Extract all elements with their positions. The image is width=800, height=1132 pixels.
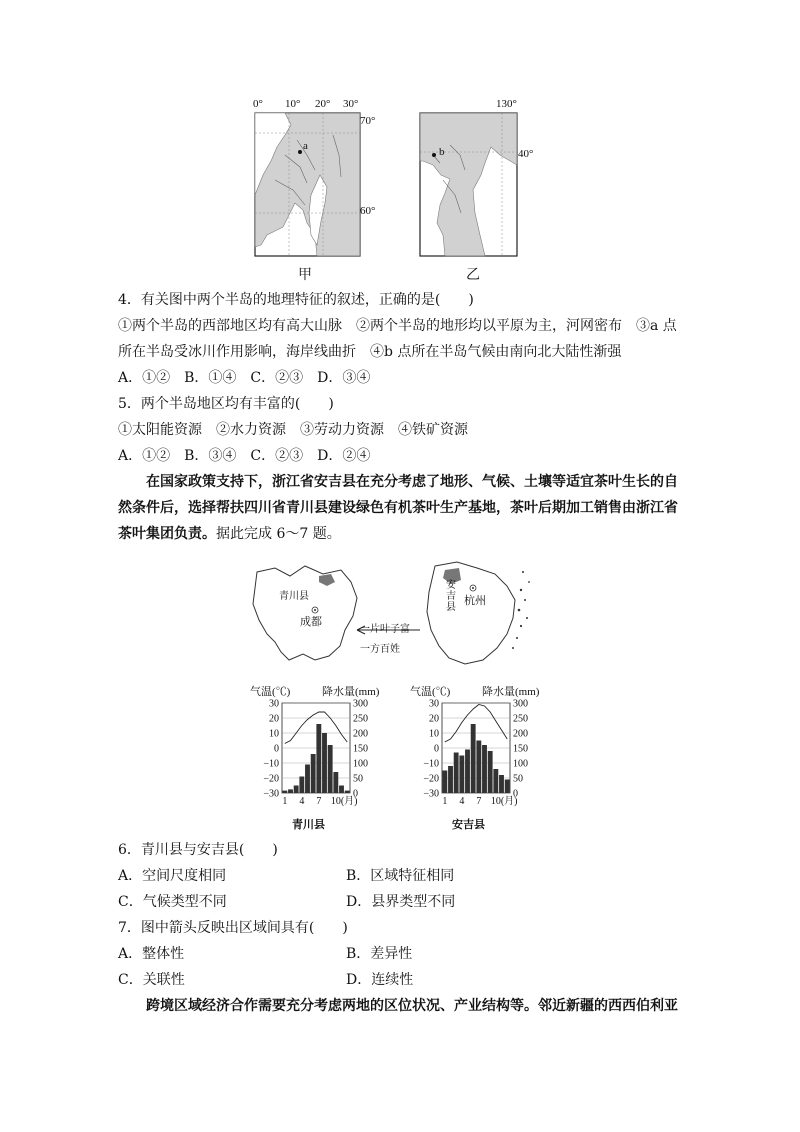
precip-bar — [339, 786, 344, 794]
passage1-line1: 在国家政策支持下，浙江省安吉县在充分考虑了地形、气候、土壤等适宜茶叶生长的自 — [146, 474, 678, 490]
q4-answers: A．①② B．①④ C．②③ D．③④ — [118, 370, 371, 386]
left-tick-label: 10 — [429, 728, 439, 740]
chart1-svg — [250, 697, 400, 817]
left-tick-label: −20 — [423, 773, 439, 785]
x-unit-label: (月) — [340, 796, 358, 807]
peninsula-maps-svg — [245, 95, 575, 280]
precip-bar — [471, 724, 476, 793]
jia-lat-70: 70° — [360, 115, 376, 127]
right-tick-label: 50 — [513, 773, 523, 785]
precip-bar — [299, 777, 304, 794]
jia-lon-20: 20° — [315, 98, 331, 110]
chart2-title: 安吉县 — [452, 819, 485, 831]
precip-bar — [454, 753, 459, 794]
yi-caption: 乙 — [466, 267, 480, 283]
left-tick-label: 20 — [269, 713, 279, 725]
right-tick-label: 200 — [513, 728, 528, 740]
precip-bar — [311, 754, 316, 793]
right-tick-label: 100 — [353, 758, 368, 770]
right-tick-label: 0 — [513, 788, 518, 800]
label-chengdu: 成都 — [300, 616, 322, 628]
precip-bar — [322, 733, 327, 793]
temperature-line — [285, 712, 347, 744]
precip-bar — [328, 745, 333, 793]
point-a-marker — [298, 150, 302, 154]
passage1-line3 — [118, 524, 341, 544]
label-hangzhou: 杭州 — [464, 595, 486, 607]
precip-bar — [282, 791, 287, 793]
right-tick-label: 200 — [353, 728, 368, 740]
yi-lat-40: 40° — [518, 148, 534, 160]
q7-stem: 7．图中箭头反映出区域间具有( ) — [118, 920, 348, 936]
left-tick-label: 0 — [434, 743, 439, 755]
x-tick-label: 1 — [282, 796, 288, 807]
right-tick-label: 150 — [353, 743, 368, 755]
precip-bar — [345, 791, 350, 793]
precip-bar — [465, 750, 470, 794]
q7-option-c: C．关联性 — [118, 972, 185, 988]
x-unit-label: (月) — [500, 796, 518, 807]
x-tick-label: 7 — [476, 796, 482, 807]
q6-option-d: D．县界类型不同 — [346, 894, 456, 910]
precip-bar — [499, 775, 504, 793]
right-tick-label: 300 — [513, 698, 528, 710]
left-tick-label: −10 — [263, 758, 279, 770]
temperature-line — [445, 705, 507, 743]
precip-bar — [476, 741, 481, 794]
chart1-ylabel-left: 气温(℃) — [250, 686, 291, 698]
x-tick-label: 10 — [490, 796, 501, 807]
precip-bar — [459, 756, 464, 794]
precip-bar — [333, 772, 338, 793]
chart2-ylabel-left: 气温(℃) — [410, 686, 451, 698]
label-qingchuan: 青川县 — [279, 591, 309, 602]
left-tick-label: 30 — [429, 698, 439, 710]
chart2-svg — [410, 697, 560, 817]
climate-chart-anji — [410, 683, 560, 833]
precip-bar — [488, 751, 493, 793]
precip-bar — [482, 745, 487, 793]
x-tick-label: 7 — [316, 796, 322, 807]
precip-bar — [305, 765, 310, 794]
precip-bar — [448, 766, 453, 793]
precip-bar — [493, 769, 498, 793]
x-tick-label: 10 — [330, 796, 341, 807]
right-tick-label: 150 — [513, 743, 528, 755]
left-tick-label: 20 — [429, 713, 439, 725]
jia-caption: 甲 — [298, 267, 312, 283]
chart1-ylabel-right: 降水量(mm) — [322, 686, 380, 698]
arrow-caption-line1: 一片叶子富 — [360, 624, 410, 635]
right-tick-label: 100 — [513, 758, 528, 770]
q7-option-b: B．差异性 — [346, 946, 413, 962]
left-tick-label: −10 — [423, 758, 439, 770]
point-b-label: b — [439, 146, 445, 158]
q7-option-a: A．整体性 — [118, 946, 185, 962]
q4-options-line2: 所在半岛受冰川作用影响，海岸线曲折 ④b 点所在半岛气候由南向北大陆性渐强 — [118, 344, 622, 360]
arrow-caption-line2: 一方百姓 — [360, 644, 400, 655]
point-b-marker — [432, 153, 436, 157]
precip-bar — [442, 771, 447, 794]
q7-option-d: D．连续性 — [346, 972, 414, 988]
right-tick-label: 250 — [353, 713, 368, 725]
precip-bar — [505, 780, 510, 794]
q6-stem: 6．青川县与安吉县( ) — [118, 842, 278, 858]
label-anji: 安吉县 — [446, 580, 456, 613]
left-tick-label: −30 — [423, 788, 439, 800]
jia-lat-60: 60° — [360, 205, 376, 217]
left-tick-label: 30 — [269, 698, 279, 710]
jia-lon-0: 0° — [253, 98, 263, 110]
x-tick-label: 1 — [442, 796, 448, 807]
x-tick-label: 4 — [459, 796, 465, 807]
right-tick-label: 250 — [513, 713, 528, 725]
passage1-line3-normal: 据此完成 6～7 题。 — [216, 526, 341, 542]
q6-option-c: C．气候类型不同 — [118, 894, 227, 910]
left-tick-label: 10 — [269, 728, 279, 740]
right-tick-label: 50 — [353, 773, 363, 785]
q6-option-a: A．空间尺度相同 — [118, 868, 227, 884]
yi-lon-130: 130° — [496, 98, 517, 110]
left-tick-label: −20 — [263, 773, 279, 785]
passage2-line1: 跨境区域经济合作需要充分考虑两地的区位状况、产业结构等。邻近新疆的西西伯利亚 — [146, 998, 678, 1014]
right-tick-label: 300 — [353, 698, 368, 710]
q5-options-line1: ①太阳能资源 ②水力资源 ③劳动力资源 ④铁矿资源 — [118, 422, 468, 438]
jia-lon-10: 10° — [285, 98, 301, 110]
precip-bar — [288, 789, 293, 793]
chart1-title: 青川县 — [292, 819, 325, 831]
jia-lon-30: 30° — [343, 98, 359, 110]
q6-option-b: B．区域特征相同 — [346, 868, 455, 884]
right-tick-label: 0 — [353, 788, 358, 800]
q4-options-line1: ①两个半岛的西部地区均有高大山脉 ②两个半岛的地形均以平原为主，河网密布 ③a 点 — [118, 318, 677, 334]
precip-bar — [316, 724, 321, 793]
figure-peninsula-maps — [245, 95, 575, 280]
q5-stem: 5．两个半岛地区均有丰富的( ) — [118, 396, 334, 412]
passage1-line3-bold: 茶叶集团负责。 — [118, 526, 216, 542]
passage1-line2: 然条件后，选择帮扶四川省青川县建设绿色有机茶叶生产基地，茶叶后期加工销售由浙江省 — [118, 500, 678, 516]
climate-chart-qingchuan — [250, 683, 400, 833]
x-tick-label: 4 — [299, 796, 305, 807]
q4-stem: 4．有关图中两个半岛的地理特征的叙述，正确的是( ) — [118, 292, 474, 308]
left-tick-label: −30 — [263, 788, 279, 800]
chart2-ylabel-right: 降水量(mm) — [482, 686, 540, 698]
precip-bar — [294, 786, 299, 794]
point-a-label: a — [303, 140, 308, 152]
left-tick-label: 0 — [274, 743, 279, 755]
zhejiang-outline — [427, 562, 515, 664]
q5-answers: A．①② B．③④ C．②③ D．②④ — [118, 448, 371, 464]
